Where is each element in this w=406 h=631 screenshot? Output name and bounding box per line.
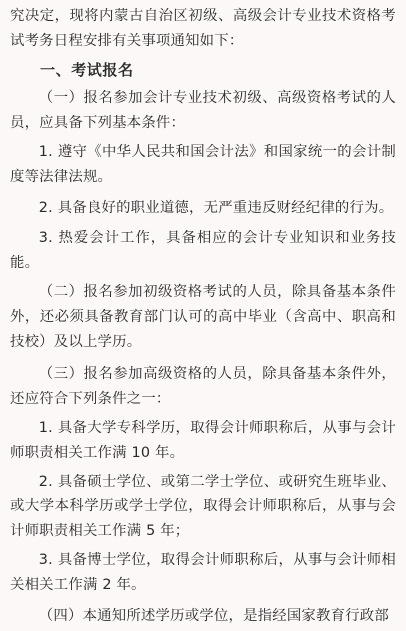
paragraph-item-2: （二）报名参加初级资格考试的人员，除具备基本条件外，还必须具备教育部门认可的高中毕业（含高中、职高和技校）及以上学历。: [10, 283, 396, 350]
condition-1: 1. 遵守《中华人民共和国会计法》和国家统一的会计制度等法律法规。: [10, 143, 396, 185]
intro-paragraph: 究决定，现将内蒙古自治区初级、高级会计专业技术资格考试考务日程安排有关事项通知如下：: [10, 8, 396, 49]
paragraph-item-4: （四）本通知所述学历或学位，是指经国家教育行政部: [38, 607, 389, 624]
condition-2: 2. 具备良好的职业道德，无严重违反财经纪律的行为。: [38, 199, 394, 216]
paragraph-item-1: （一）报名参加会计专业技术初级、高级资格考试的人员，应具备下列基本条件：: [10, 90, 396, 132]
senior-condition-2: 2. 具备硕士学位、或第二学士学位、或研究生班毕业、或大学本科学历或学士学位，取得会计师职称后，从事与会计师职责相关工作满 5 年；: [10, 473, 396, 540]
paragraph-item-3: （三）报名参加高级资格的人员，除具备基本条件外，还应符合下列条件之一：: [10, 366, 396, 408]
senior-condition-3: 3. 具备博士学位，取得会计师职称后，从事与会计师相关相关工作满 2 年。: [10, 551, 396, 593]
senior-condition-1: 1. 具备大学专科学历，取得会计师职称后，从事与会计师职责相关工作满 10 年。: [10, 419, 396, 461]
condition-3: 3. 热爱会计工作，具备相应的会计专业知识和业务技能。: [10, 230, 396, 272]
section-heading-registration: 一、考试报名: [40, 60, 134, 79]
